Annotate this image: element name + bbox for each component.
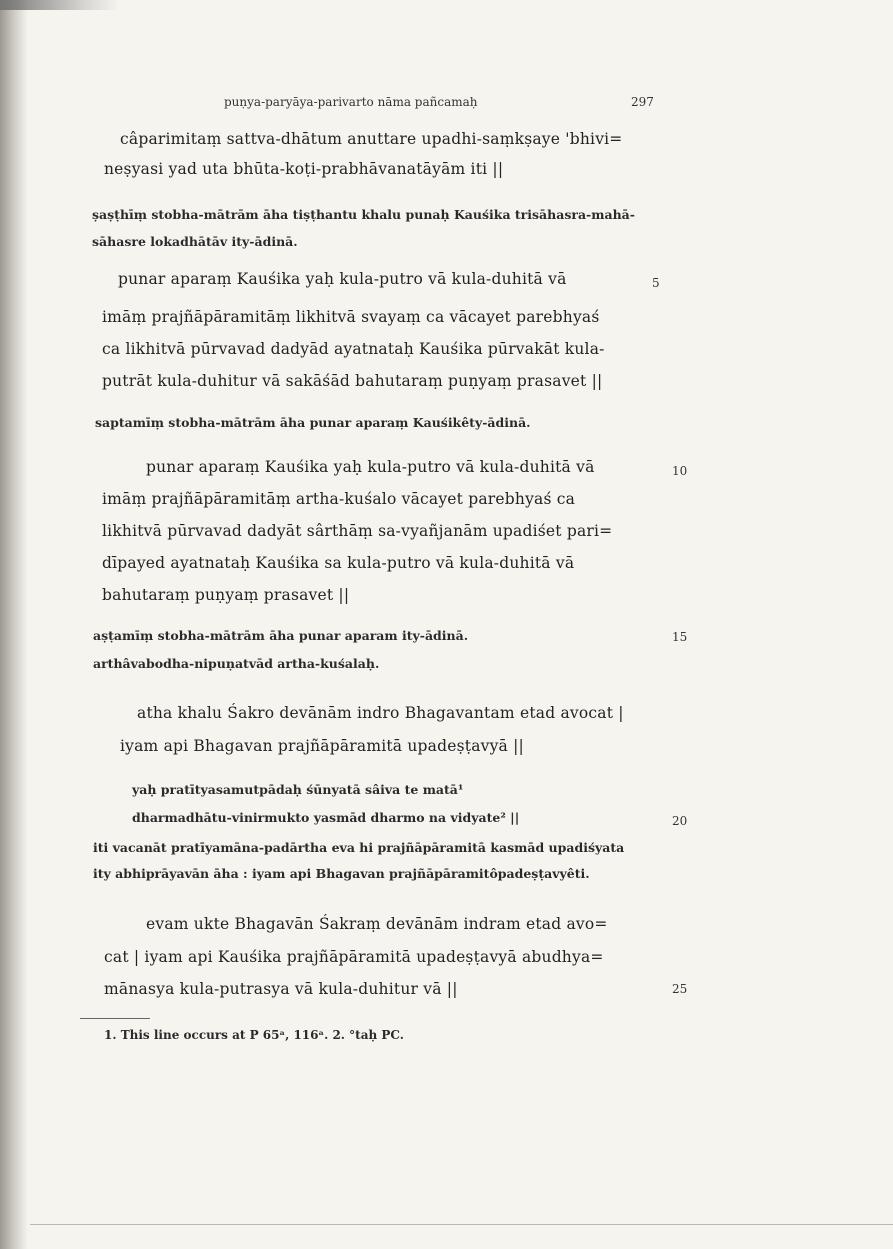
body-line: evam ukte Bhagavān Śakraṃ devānām indram etad avo= [146, 915, 608, 933]
page-number: 297 [631, 95, 654, 109]
scan-edge-shadow [0, 0, 28, 1249]
body-line: mānasya kula-putrasya vā kula-duhitur vā || [104, 980, 458, 998]
commentary-line: ṣaṣṭhīṃ stobha-mātrām āha tiṣṭhantu khalu punaḥ Kauśika trisāhasra-mahā- [92, 207, 635, 222]
body-line: putrāt kula-duhitur vā sakāśād bahutaraṃ puṇyaṃ prasavet || [102, 372, 603, 390]
scan-top-shadow [0, 0, 120, 10]
commentary-line: aṣṭamīṃ stobha-mātrām āha punar aparam ity-ādinā. [93, 628, 469, 643]
line-number: 25 [672, 982, 688, 996]
commentary-line: ity abhiprāyavān āha : iyam api Bhagavan prajñāpāramitôpadeṣṭavyêti. [93, 866, 590, 881]
commentary-line: saptamīṃ stobha-mātrām āha punar aparaṃ Kauśikêty-ādinā. [95, 415, 531, 430]
body-line: dīpayed ayatnataḥ Kauśika sa kula-putro vā kula-duhitā vā [102, 554, 575, 572]
commentary-line: iti vacanāt pratīyamāna-padārtha eva hi prajñāpāramitā kasmād upadiśyata [93, 840, 625, 855]
body-line: punar aparaṃ Kauśika yaḥ kula-putro vā kula-duhitā vā [118, 270, 567, 288]
body-line: imāṃ prajñāpāramitāṃ artha-kuśalo vācayet parebhyaś ca [102, 490, 576, 508]
footnote: 1. This line occurs at P 65ᵃ, 116ᵃ. 2. °taḥ PC. [104, 1028, 404, 1042]
verse-line: dharmadhātu-vinirmukto yasmād dharmo na vidyate² || [132, 810, 520, 825]
line-number: 5 [652, 276, 660, 290]
running-header: puṇya-paryāya-parivarto nāma pañcamaḥ [224, 95, 478, 109]
body-line: câparimitaṃ sattva-dhātum anuttare upadhi-saṃkṣaye 'bhivi= [120, 130, 623, 148]
body-line: neṣyasi yad uta bhūta-koṭi-prabhāvanatāyām iti || [104, 160, 504, 178]
line-number: 10 [672, 464, 688, 478]
body-line: cat | iyam api Kauśika prajñāpāramitā upadeṣṭavyā abudhya= [104, 948, 604, 966]
body-line: punar aparaṃ Kauśika yaḥ kula-putro vā kula-duhitā vā [146, 458, 595, 476]
line-number: 20 [672, 814, 688, 828]
body-line: likhitvā pūrvavad dadyāt sârthāṃ sa-vyañjanām upadiśet pari= [102, 522, 613, 540]
commentary-line: sāhasre lokadhātāv ity-ādinā. [92, 234, 298, 249]
footnote-rule [80, 1018, 150, 1019]
body-line: bahutaraṃ puṇyaṃ prasavet || [102, 586, 350, 604]
commentary-line: arthâvabodha-nipuṇatvād artha-kuśalaḥ. [93, 656, 380, 671]
body-line: ca likhitvā pūrvavad dadyād ayatnataḥ Kauśika pūrvakāt kula- [102, 340, 605, 358]
verse-line: yaḥ pratītyasamutpādaḥ śūnyatā sâiva te matā¹ [132, 782, 464, 797]
body-line: iyam api Bhagavan prajñāpāramitā upadeṣṭavyā || [120, 737, 524, 755]
body-line: atha khalu Śakro devānām indro Bhagavantam etad avocat | [137, 704, 624, 722]
bottom-scan-line [30, 1224, 893, 1225]
body-line: imāṃ prajñāpāramitāṃ likhitvā svayaṃ ca vācayet parebhyaś [102, 308, 600, 326]
line-number: 15 [672, 630, 688, 644]
